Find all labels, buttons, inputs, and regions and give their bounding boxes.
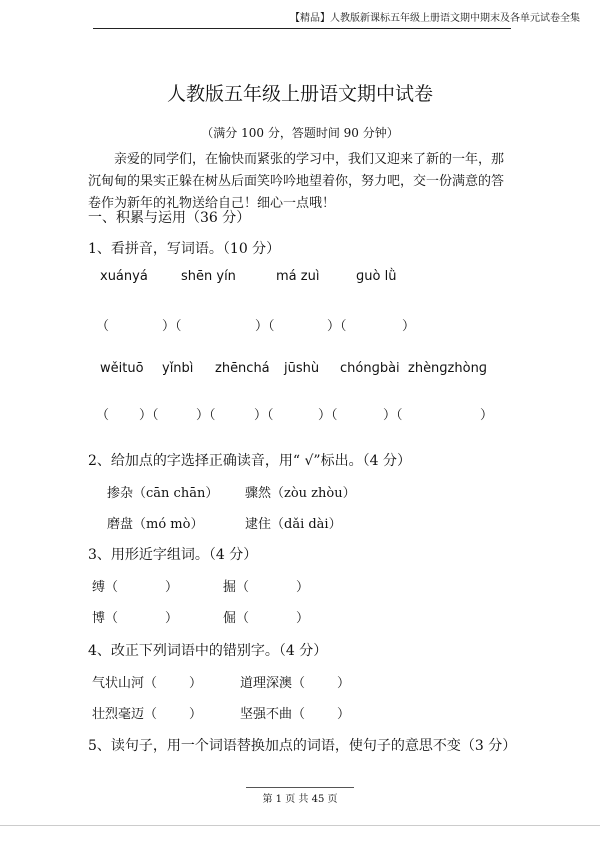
word-prompt: 道理深澳（ — [240, 676, 306, 691]
answer-blank[interactable]: ） — [296, 611, 310, 626]
answer-blank[interactable]: （ — [96, 408, 110, 423]
pinyin-item: jūshù — [284, 361, 320, 376]
exam-info: （满分 100 分，答题时间 90 分钟） — [201, 126, 399, 140]
reading-choice[interactable]: 逮住（dǎi dài） — [245, 517, 342, 532]
word-prompt: 坚强不曲（ — [240, 707, 306, 722]
pinyin-item: wěituō — [100, 361, 144, 376]
reading-choice[interactable]: 骤然（zòu zhòu） — [245, 486, 356, 501]
page-number: 第 1 页 共 45 页 — [262, 794, 338, 805]
word-prompt: 掘（ — [223, 580, 250, 595]
answer-blank[interactable]: ）（ — [318, 408, 338, 423]
question-1-title: 1、看拼音，写词语。（10 分） — [88, 241, 281, 257]
answer-blank[interactable]: ）（ — [139, 408, 159, 423]
answer-blank[interactable]: ） — [189, 676, 203, 691]
pinyin-item: chónɡbài — [340, 361, 400, 376]
answer-blank[interactable]: ）（ — [254, 408, 274, 423]
answer-blank[interactable]: ） — [296, 580, 310, 595]
pinyin-item: shēn yín — [181, 269, 236, 284]
answer-blank[interactable]: ）（ — [327, 319, 347, 334]
page-edge-rule — [0, 825, 600, 826]
question-2-title: 2、给加点的字选择正确读音，用“ √”标出。（4 分） — [88, 453, 411, 469]
answer-blank[interactable]: ） — [337, 707, 351, 722]
reading-choice[interactable]: 掺杂（cān chān） — [107, 486, 219, 501]
word-prompt: 缚（ — [92, 580, 119, 595]
header-rule — [93, 28, 511, 29]
question-5-title: 5、读句子，用一个词语替换加点的词语，使句子的意思不变（3 分） — [88, 738, 517, 754]
pinyin-item: yǐnbì — [162, 361, 194, 376]
page-title: 人教版五年级上册语文期中试卷 — [166, 83, 433, 105]
section-heading-1: 一、积累与运用（36 分） — [88, 210, 251, 226]
answer-blank[interactable]: ）（ — [383, 408, 403, 423]
answer-blank[interactable]: （ — [96, 319, 110, 334]
answer-blank[interactable]: ） — [402, 319, 416, 334]
question-3-title: 3、用形近字组词。（4 分） — [88, 547, 258, 563]
answer-blank[interactable]: ）（ — [196, 408, 216, 423]
pinyin-item: má zuì — [276, 269, 320, 284]
page-header: 【精品】人教版新课标五年级上册语文期中期末及各单元试卷全集 — [290, 13, 580, 24]
intro-paragraph: 亲爱的同学们，在愉快而紧张的学习中，我们又迎来了新的一年，那沉甸甸的果实正躲在树丛后面笑吟吟地望着你，努力吧，交一份满意的答卷作为新年的礼物送给自己！细心一点哦！ — [88, 152, 505, 211]
answer-blank[interactable]: ） — [189, 707, 203, 722]
word-prompt: 壮烈毫迈（ — [92, 707, 158, 722]
footer-rule — [246, 787, 354, 788]
pinyin-item: zhènɡzhònɡ — [408, 361, 488, 376]
question-4-title: 4、改正下列词语中的错别字。（4 分） — [88, 643, 328, 659]
answer-blank[interactable]: ） — [480, 408, 494, 423]
answer-blank[interactable]: ）（ — [162, 319, 182, 334]
pinyin-item: ɡuò lǜ — [356, 269, 397, 284]
pinyin-item: zhēnchá — [215, 361, 270, 376]
word-prompt: 倔（ — [223, 611, 250, 626]
answer-blank[interactable]: ） — [337, 676, 351, 691]
reading-choice[interactable]: 磨盘（mó mò） — [107, 517, 204, 532]
pinyin-item: xuányá — [100, 269, 148, 284]
word-prompt: 气状山河（ — [92, 676, 158, 691]
answer-blank[interactable]: ）（ — [255, 319, 275, 334]
answer-blank[interactable]: ） — [165, 611, 179, 626]
word-prompt: 博（ — [92, 611, 119, 626]
answer-blank[interactable]: ） — [165, 580, 179, 595]
